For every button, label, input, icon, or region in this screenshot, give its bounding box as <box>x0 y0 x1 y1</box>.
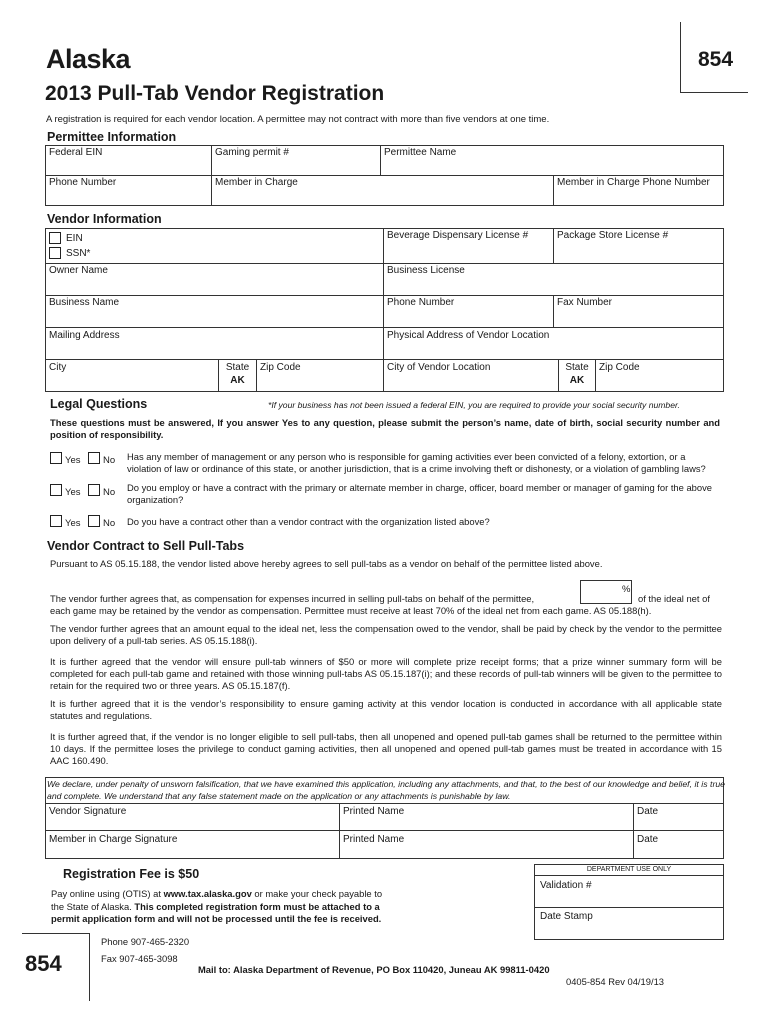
q1-no-checkbox[interactable] <box>88 452 100 464</box>
validation-field: Validation # <box>540 880 592 891</box>
q3-yes-checkbox[interactable] <box>50 515 62 527</box>
q3-no-label: No <box>103 518 116 529</box>
permittee-phone-field[interactable]: Phone Number <box>49 177 117 188</box>
contract-p5: It is further agreed that it is the vendor’s responsibility to ensure gaming activity at this vendor location is conducted in accordance with all applicable state statutes and regulations. <box>50 698 722 722</box>
q2-yes-checkbox[interactable] <box>50 484 62 496</box>
legal-heading: Legal Questions <box>50 397 148 411</box>
member-phone-field[interactable]: Member in Charge Phone Number <box>557 177 710 188</box>
business-name-field[interactable]: Business Name <box>49 297 120 308</box>
state-value-2: AK <box>569 375 585 386</box>
fax-number-field[interactable]: Fax Number <box>557 297 613 308</box>
question-3: Do you have a contract other than a vendor contract with the organization listed above? <box>127 516 490 527</box>
beverage-license-field[interactable]: Beverage Dispensary License # <box>387 230 529 241</box>
footer-divider-v <box>89 933 90 1001</box>
city-field[interactable]: City <box>49 362 67 373</box>
form-number-top: 854 <box>698 48 734 71</box>
fee-bold-1: This completed registration form must be attached to a <box>134 900 380 912</box>
q3-no-checkbox[interactable] <box>88 515 100 527</box>
q3-yes-label: Yes <box>65 518 81 529</box>
state-label: State <box>225 362 250 373</box>
contract-p2c: each game may be retained by the vendor as compensation. Permittee must receive at least 70% of the ideal net from each game. AS 05.188(h). <box>50 605 652 616</box>
state-name: Alaska <box>46 44 131 74</box>
contract-p2b: of the ideal net of <box>638 593 710 604</box>
q1-yes-label: Yes <box>65 455 81 466</box>
footer-divider <box>22 933 89 934</box>
fee-line2-pre: the State of Alaska. <box>51 900 135 912</box>
permittee-heading: Permittee Information <box>47 130 177 144</box>
fee-line1-post: or make your check payable to <box>251 888 383 899</box>
physical-address-field[interactable]: Physical Address of Vendor Location <box>387 330 550 341</box>
fee-line1-pre: Pay online using (OTIS) at <box>51 888 164 899</box>
question-1: Has any member of management or any person who is responsible for gaming activities ever been convicted of a felony, extortion, or a violation of law or ordinance of this state, or another jurisdiction, that is a crime involving theft or dishonesty, or a violation of gambling laws? <box>127 451 706 474</box>
ein-label: EIN <box>66 233 83 244</box>
form-number-bottom: 854 <box>25 951 62 976</box>
q2-yes-label: Yes <box>65 487 81 498</box>
member-signature-field[interactable]: Member in Charge Signature <box>49 834 178 845</box>
state-value: AK <box>230 375 245 386</box>
vendor-phone-field[interactable]: Phone Number <box>387 297 455 308</box>
owner-name-field[interactable]: Owner Name <box>49 265 108 276</box>
vendor-city-field[interactable]: City of Vendor Location <box>387 362 491 373</box>
federal-ein-field[interactable]: Federal EIN <box>49 147 103 158</box>
fee-heading: Registration Fee is $50 <box>63 867 200 881</box>
ssn-label: SSN* <box>66 248 91 259</box>
fee-bold-2: permit application form and will not be processed until the fee is received. <box>51 913 382 924</box>
business-license-field[interactable]: Business License <box>387 265 465 276</box>
printed-name-field[interactable]: Printed Name <box>343 806 405 817</box>
percent-sign: % <box>622 584 631 595</box>
q2-no-label: No <box>103 487 116 498</box>
zip-code-field[interactable]: Zip Code <box>260 362 301 373</box>
date-stamp-field: Date Stamp <box>540 911 593 922</box>
declaration-text: We declare, under penalty of unsworn falsification, that we have examined this application, including any attachments, and that, to the best of our knowledge and belief, it is true and complete. We understand that any false statement made on the application or any attachments is punishable by law. <box>47 779 725 801</box>
contract-p4: It is further agreed that the vendor will ensure pull-tab winners of $50 or more will complete prize receipt forms; that a prize winner summary form will be completed for each pull-tab game and retained with those winning pull-tabs AS 05.15.187(i); and these records of pull-tab winners will be given to the permittee to retain for the required two or three years. AS 05.15.187(f). <box>50 656 722 692</box>
q1-yes-checkbox[interactable] <box>50 452 62 464</box>
intro-text: A registration is required for each vendor location. A permittee may not contract with more than five vendors at one time. <box>46 114 550 125</box>
mailing-address-field[interactable]: Mailing Address <box>49 330 120 341</box>
website-link[interactable]: www.tax.alaska.gov <box>163 888 252 899</box>
legal-instructions: These questions must be answered, If you answer Yes to any question, please submit the person’s name, date of birth, social security number and position of responsibility. <box>50 417 720 440</box>
contract-p3: The vendor further agrees that an amount equal to the ideal net, less the compensation owed to the vendor, shall be paid by check by the vendor to the permittee upon delivery of a pull-tab series. AS 05.15.188(i). <box>50 623 722 647</box>
dept-use-heading: DEPARTMENT USE ONLY <box>586 866 672 873</box>
vendor-signature-field[interactable]: Vendor Signature <box>49 806 127 817</box>
page-title: 2013 Pull-Tab Vendor Registration <box>45 82 385 105</box>
printed-name-field-2[interactable]: Printed Name <box>343 834 405 845</box>
contract-p6: It is further agreed that, if the vendor is no longer eligible to sell pull-tabs, then all unopened and opened pull-tab games shall be returned to the permittee within 10 days. If the permittee loses the privilege to conduct gaming activities, then all unopened and opened pull-tab games must be treated in accordance with 15 AAC 160.490. <box>50 731 722 767</box>
contract-heading: Vendor Contract to Sell Pull-Tabs <box>47 539 245 553</box>
form-revision: 0405-854 Rev 04/19/13 <box>566 976 664 987</box>
ssn-checkbox[interactable] <box>49 247 61 259</box>
zip-code-field-2[interactable]: Zip Code <box>599 362 640 373</box>
ein-note: *If your business has not been issued a federal EIN, you are required to provide your social security number. <box>268 400 680 410</box>
state-label-2: State <box>565 362 589 373</box>
mailing-address: Mail to: Alaska Department of Revenue, PO Box 110420, Juneau AK 99811-0420 <box>198 964 550 975</box>
question-2: Do you employ or have a contract with the primary or alternate member in charge, officer, board member or manager of gaming for the above organization? <box>127 482 713 505</box>
contract-p2a: The vendor further agrees that, as compensation for expenses incurred in selling pull-tabs on behalf of the permittee, <box>50 593 535 604</box>
header-divider <box>680 22 681 92</box>
q2-no-checkbox[interactable] <box>88 484 100 496</box>
ein-checkbox[interactable] <box>49 232 61 244</box>
q1-no-label: No <box>103 455 116 466</box>
vendor-heading: Vendor Information <box>47 212 162 226</box>
date-field[interactable]: Date <box>637 806 659 817</box>
date-field-2[interactable]: Date <box>637 834 659 845</box>
header-divider-h <box>680 92 748 93</box>
fee-instructions <box>51 888 411 926</box>
permittee-name-field[interactable]: Permittee Name <box>384 147 457 158</box>
gaming-permit-field[interactable]: Gaming permit # <box>215 147 289 158</box>
contract-p1: Pursuant to AS 05.15.188, the vendor listed above hereby agrees to sell pull-tabs as a vendor on behalf of the permittee listed above. <box>50 558 603 569</box>
member-in-charge-field[interactable]: Member in Charge <box>215 177 298 188</box>
phone-number: Phone 907-465-2320 <box>101 936 190 947</box>
fax-number: Fax 907-465-3098 <box>101 953 178 964</box>
package-license-field[interactable]: Package Store License # <box>557 230 669 241</box>
